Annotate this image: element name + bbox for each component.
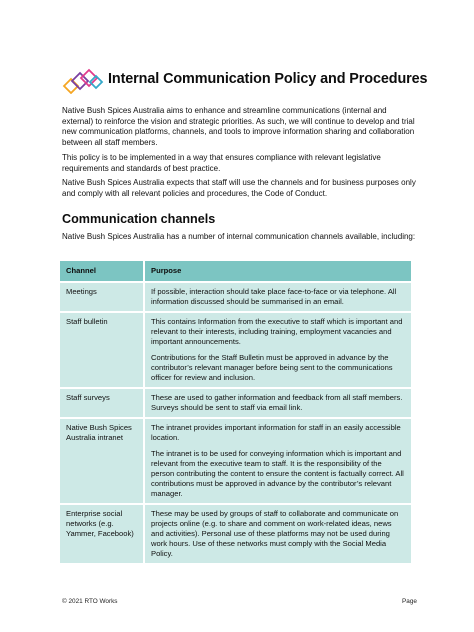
diamond-chain-logo-icon — [62, 68, 104, 94]
page-title: Internal Communication Policy and Procedures — [108, 71, 428, 87]
footer-copyright: © 2021 RTO Works — [62, 598, 118, 605]
table-row — [60, 419, 411, 503]
table-row — [60, 283, 411, 311]
channel-cell: Staff bulletin — [60, 313, 143, 387]
footer-page-label: Page — [402, 598, 417, 605]
purpose-text: These are used to gather information and feedback from all staff members. Surveys should be sent to staff via email link. — [151, 393, 403, 412]
purpose-cell — [143, 505, 411, 563]
section-lead: Native Bush Spices Australia has a number of internal communication channels available, including: — [62, 232, 416, 241]
channel-cell: Meetings — [60, 283, 143, 311]
channels-table — [60, 259, 411, 565]
document-header — [62, 66, 428, 96]
table-row — [60, 505, 411, 563]
purpose-text: The intranet provides important information for staff in an easily accessible location. — [151, 423, 401, 442]
table-row — [60, 389, 411, 417]
purpose-text: The intranet is to be used for conveying information which is important and relevant from the executive team to staff. It is the responsibility of the person contributing the content to ensure the content is factually correct. All contributions must be approved in advance by the contributor’s relevant manager. — [151, 449, 404, 498]
purpose-cell — [143, 313, 411, 387]
purpose-text: This contains Information from the executive to staff which is important and relevant to their interests, including training, employment vacancies and important announcements. — [151, 317, 403, 346]
intro-paragraph-1: Native Bush Spices Australia aims to enhance and streamline communications (internal and external) to reinforce the vision and strategic priorities. As such, we will continue to develop and trial new communication platforms, channels, and tools to improve information sharing and collaboration between all staff members. — [62, 106, 415, 147]
purpose-cell — [143, 419, 411, 503]
purpose-text: If possible, interaction should take place face-to-face or via telephone. All information discussed should be summarised in an email. — [151, 287, 397, 306]
channel-cell: Native Bush Spices Australia intranet — [60, 419, 143, 503]
intro-paragraph-3: Native Bush Spices Australia expects that staff will use the channels and for business purposes only and comply with all relevant policies and procedures, the Code of Conduct. — [62, 178, 416, 198]
section-heading: Communication channels — [62, 212, 216, 226]
table-header-row — [60, 261, 411, 281]
table-row — [60, 313, 411, 387]
header-purpose: Purpose — [143, 261, 411, 281]
purpose-text: Contributions for the Staff Bulletin must be approved in advance by the contributor’s relevant manager before being sent to the communications officer for review and inclusion. — [151, 353, 393, 382]
intro-paragraph-2: This policy is to be implemented in a way that ensures compliance with relevant legislative requirements and standards of best practice. — [62, 153, 381, 173]
channel-cell: Enterprise social networks (e.g. Yammer, Facebook) — [60, 505, 143, 563]
purpose-cell — [143, 283, 411, 311]
purpose-cell — [143, 389, 411, 417]
channel-cell: Staff surveys — [60, 389, 143, 417]
header-channel: Channel — [60, 261, 143, 281]
purpose-text: These may be used by groups of staff to collaborate and communicate on projects online (e.g. to share and comment on work-related ideas, news and activities). Personal use of these platforms may not be used during work hours. Use of these networks must comply with the Social Media Policy. — [151, 509, 399, 558]
